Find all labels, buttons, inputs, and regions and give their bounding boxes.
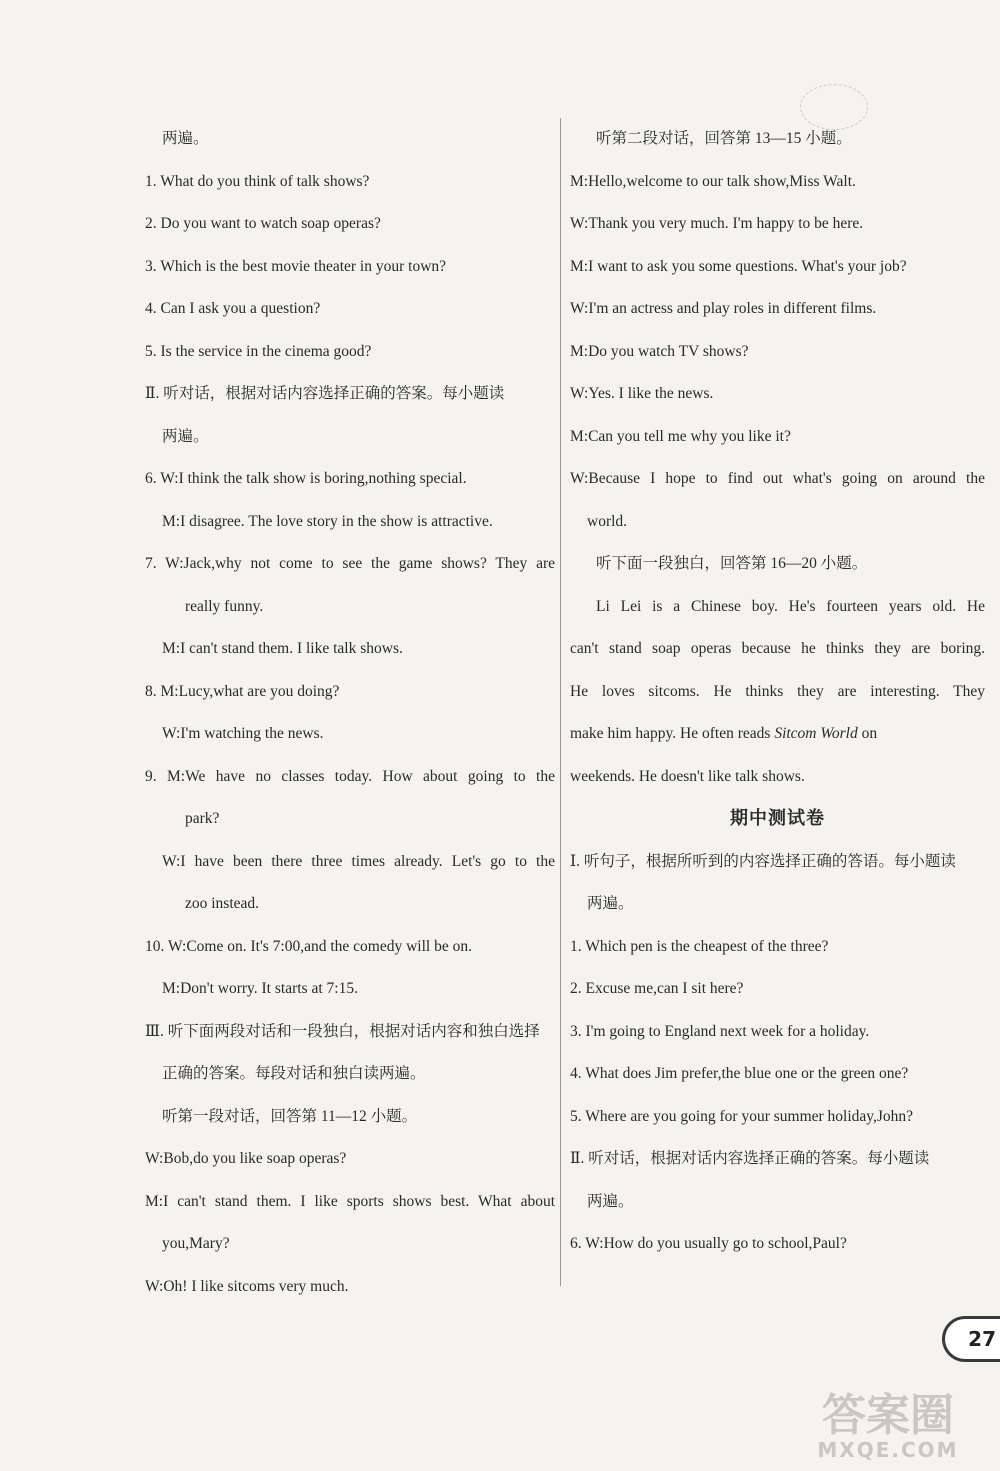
- text-line: Li Lei is a Chinese boy. He's fourteen years old. He: [596, 597, 985, 615]
- text-line: 7. W:Jack,why not come to see the game shows? They are: [145, 555, 555, 572]
- text-line: W:I'm watching the news.: [162, 725, 324, 742]
- page-number-badge: [942, 1316, 1000, 1362]
- text-line: park?: [185, 810, 220, 827]
- column-divider: [560, 118, 561, 1286]
- text-line: 1. What do you think of talk shows?: [145, 172, 370, 190]
- magazine-title: Sitcom World: [774, 725, 858, 742]
- site-watermark: [798, 1390, 978, 1462]
- text-line: M:I disagree. The love story in the show is attractive.: [162, 512, 493, 530]
- text-line: 3. I'm going to England next week for a holiday.: [570, 1022, 870, 1040]
- text-line: can't stand soap operas because he thinks they are boring.: [570, 640, 985, 657]
- text-line: W:Yes. I like the news.: [570, 385, 714, 402]
- text-line: 3. Which is the best movie theater in your town?: [145, 257, 447, 275]
- text-line: 9. M:We have no classes today. How about going to the: [145, 767, 555, 785]
- text-line: Ⅱ. 听对话，根据对话内容选择正确的答案。每小题读: [570, 1150, 930, 1167]
- text-line: 5. Where are you going for your summer holiday,John?: [570, 1107, 914, 1125]
- left-column: [145, 118, 555, 1308]
- text-line: W:I have been there three times already. Let's go to the: [162, 852, 555, 870]
- watermark-url: MXQE.COM: [817, 1438, 959, 1462]
- text-line: W:I'm an actress and play roles in different films.: [570, 300, 877, 317]
- text-line: Ⅰ. 听句子，根据所听到的内容选择正确的答语。每小题读: [570, 852, 956, 870]
- text-line: M:I can't stand them. I like sports shows best. What about: [145, 1192, 555, 1210]
- text-line: M:Can you tell me why you like it?: [570, 427, 791, 445]
- text-segment: on: [857, 725, 878, 742]
- text-line: 听第二段对话，回答第 13—15 小题。: [596, 130, 852, 147]
- text-line: 10. W:Come on. It's 7:00,and the comedy will be on.: [145, 937, 472, 955]
- faint-watermark: [150, 1290, 280, 1324]
- text-line: 5. Is the service in the cinema good?: [145, 342, 372, 360]
- text-line: really funny.: [185, 597, 264, 615]
- text-line: 4. What does Jim prefer,the blue one or the green one?: [570, 1065, 909, 1082]
- page-number: 27: [968, 1327, 996, 1351]
- section-title: 期中测试卷: [730, 808, 825, 829]
- right-column: [570, 118, 985, 1266]
- text-line: 4. Can I ask you a question?: [145, 300, 321, 317]
- text-line: M:Don't worry. It starts at 7:15.: [162, 980, 358, 997]
- text-line: 2. Excuse me,can I sit here?: [570, 980, 744, 997]
- text-line: M:Hello,welcome to our talk show,Miss Walt.: [570, 172, 856, 190]
- text-line: M:I want to ask you some questions. What's your job?: [570, 257, 907, 275]
- text-line: M:Do you watch TV shows?: [570, 342, 749, 360]
- text-line: Ⅱ. 听对话，根据对话内容选择正确的答案。每小题读: [145, 385, 505, 402]
- text-line: [570, 713, 985, 756]
- text-line: you,Mary?: [162, 1235, 230, 1252]
- text-segment: make him happy. He often reads: [570, 725, 775, 742]
- text-line: 1. Which pen is the cheapest of the three?: [570, 937, 829, 955]
- text-line: world.: [587, 512, 628, 530]
- text-line: 两遍。: [162, 130, 209, 147]
- text-line: 8. M:Lucy,what are you doing?: [145, 682, 340, 700]
- text-line: W:Because I hope to find out what's going on around the: [570, 470, 985, 487]
- text-line: 两遍。: [587, 1192, 634, 1210]
- text-line: W:Bob,do you like soap operas?: [145, 1150, 347, 1167]
- text-line: M:I can't stand them. I like talk shows.: [162, 640, 403, 657]
- text-line: 2. Do you want to watch soap operas?: [145, 215, 381, 232]
- text-line: 6. W:How do you usually go to school,Paul?: [570, 1235, 847, 1252]
- text-line: 听第一段对话，回答第 11—12 小题。: [162, 1107, 418, 1125]
- text-line: zoo instead.: [185, 895, 260, 912]
- text-line: He loves sitcoms. He thinks they are interesting. They: [570, 682, 985, 700]
- watermark-logo-text: 答案圈: [822, 1390, 954, 1441]
- text-line: 听下面一段独白，回答第 16—20 小题。: [596, 555, 868, 572]
- text-line: 正确的答案。每段对话和独白读两遍。: [162, 1065, 426, 1082]
- text-line: Ⅲ. 听下面两段对话和一段独白，根据对话内容和独白选择: [145, 1022, 540, 1040]
- text-line: W:Oh! I like sitcoms very much.: [145, 1277, 349, 1295]
- text-line: W:Thank you very much. I'm happy to be here.: [570, 215, 864, 232]
- text-line: weekends. He doesn't like talk shows.: [570, 767, 805, 785]
- text-line: 6. W:I think the talk show is boring,nothing special.: [145, 470, 467, 487]
- text-line: 两遍。: [162, 427, 209, 445]
- text-line: 两遍。: [587, 895, 634, 912]
